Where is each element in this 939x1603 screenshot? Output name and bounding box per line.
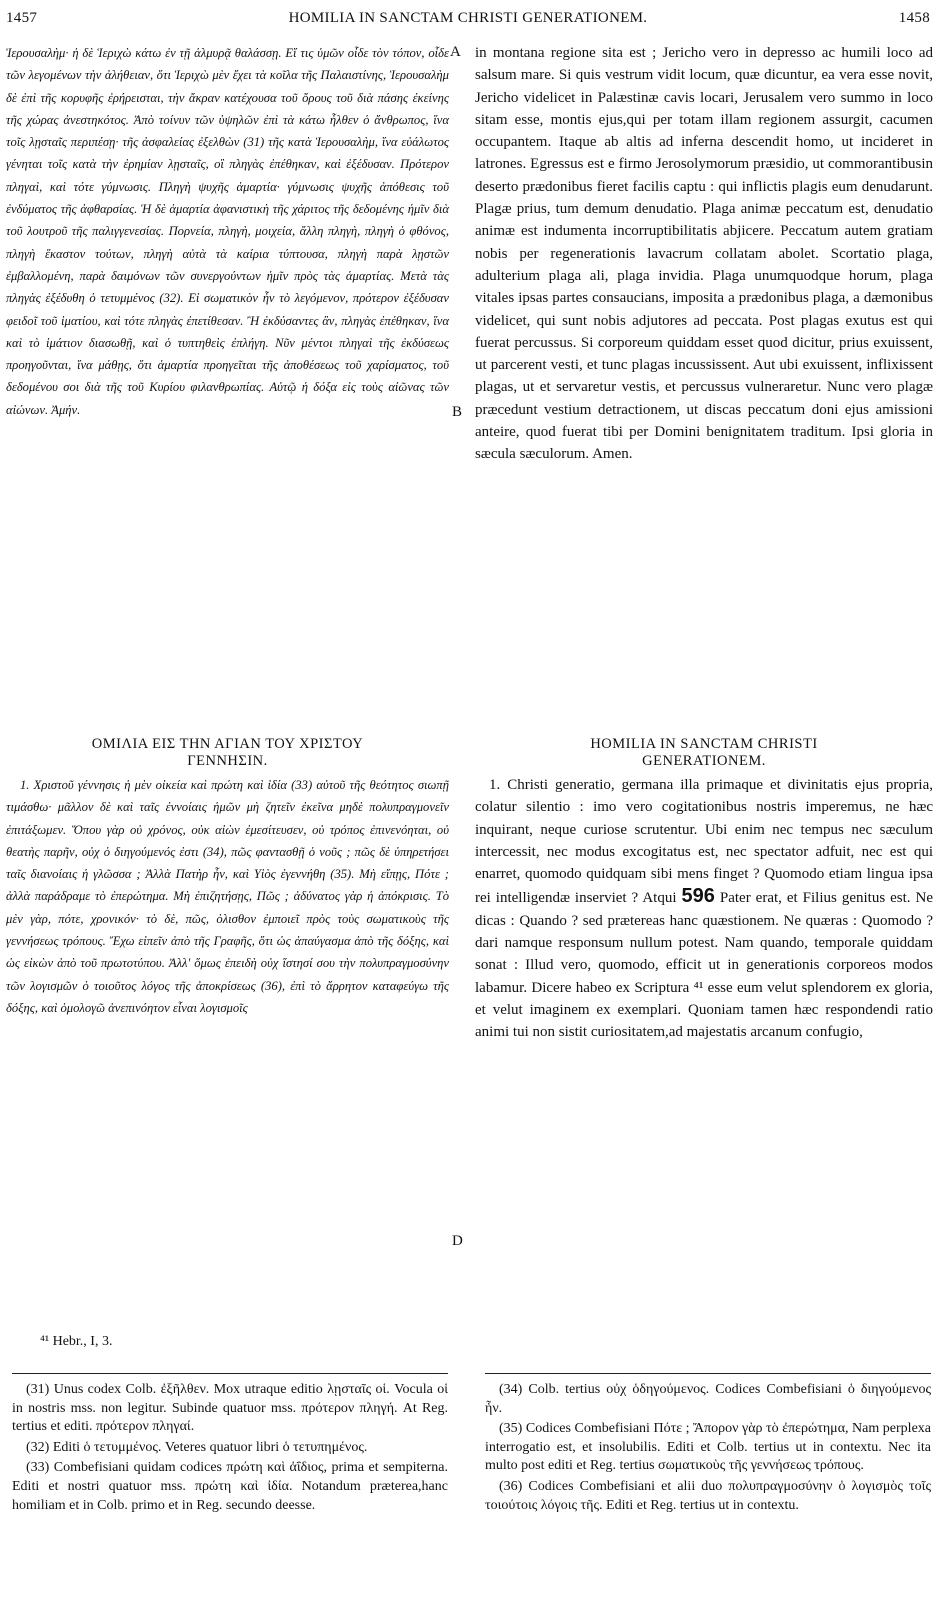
page-title: HOMILIA IN SANCTAM CHRISTI GENERATIONEM.: [288, 10, 648, 26]
page-number-left: 1457: [6, 10, 38, 26]
footnote: (35) Codices Combefisiani Πότε ; Ἄπορον γὰρ τὸ ἐπερώτημα, Nam perplexa interrogatio est, et insolubilis. Editi et Colb. tertius ut in contextu. Nec ita multo post editi et Reg. tertius σωματικοὺς τῆς γεννήσεως τρόπους.: [485, 1421, 931, 1474]
latin-paragraph: in montana regione sita est ; Jericho vero in depresso ac humili loco ad salsum mare. Si quis vestrum vidit locum, quæ dicuntur, ea vera esse novit, Jericho videlicet in Palæstinæ cavis locari, Jerusalem vero summo in loco sitam esse, montis ejus,qui per totam illam regionem assurgit, cacumen occupantem. Itaque ab altis ad inferna descendit homo, ut incideret in latrones. Egressus est e firmo Jerosolymorum præsidio, ut commorantibusin deserto prædonibus fieret facilis captu : qui inflictis plagis eum denudarunt. Plagæ prius, tum demum denudatio. Plaga animæ peccatum est, denudatio animæ est indumenta incorruptibilitatis abjicere. Peccatum autem gratiam nobis per regenerationis lavacrum collatam abolet. Scortatio plaga, adulterium plaga ali, plaga invidia. Plaga unumquodque horum, plaga vitales ipsas partes consaucians, imposita a prædonibus plaga, a dæmonibus videlicet, qui sunt nobis adjutores ad peccata. Post plagas exutus est qui fuerat percussus. Si corporeum quiddam esset quod dicitur, prius exuissent, ut parcerent vesti, et tunc plagas incussissent. Aut ubi exuissent, inflixissent plagas, ut et servaretur vestis, et percussus vulneraretur. Nunc vero plagæ præcedunt vestium detractionem, ut discas peccatum doni ejus amissioni anteire, quod fuerat tibi per Domini benignitatem traditum. Ipsi gloria in sæcula sæculorum. Amen.: [475, 45, 933, 463]
greek-homily-title: [6, 736, 449, 770]
latin-body-text-a: 1. Christi generatio, germana illa primaque et divinitatis ejus propria, colatur silentio : imo vero cogitationibus nostris imperemus, ne hæc inquirant, neque curiose scrutentur. Ubi enim nec tempus nec sæculum intercessit, nec modus excogitatus est, nec spectator adfuit, nec est qui enarret, quomodo quidquam sibi mens finget ? Quomodo etiam lingua ipsa rei intelligendæ inserviet ? Atqui: [475, 777, 933, 907]
greek-paragraph: Ἱερουσαλὴμ· ἡ δὲ Ἱεριχὼ κάτω ἐν τῇ ἁλμυρᾷ θαλάσσῃ. Εἴ τις ὑμῶν οἶδε τὸν τόπον, οἶδε τῶν λεγομένων τὴν ἀλήθειαν, ὅτι Ἱεριχὼ μὲν ἔχει τὰ κοῖλα τῆς Παλαιστίνης, Ἱερουσαλὴμ δὲ ἐπὶ τῆς κορυφῆς ἐρήρεισται, τὴν ἄκραν κατέχουσα τοῦ ὄρους τοῦ διὰ πάσης ἐκείνης τῆς χώρας ἀνεστηκότος. Ἀπὸ τοίνυν τῶν ὑψηλῶν ἐπὶ τὰ κάτω ἦλθεν ὁ ἄνθρωπος, ἵνα τοῖς λῃσταῖς περιπέσῃ· τῆς ἀσφαλείας ἐξελθὼν (31) τῆς κατὰ Ἱερουσαλὴμ, ἵνα εὐάλωτος γένηται τοῖς κατὰ τὴν ἐρημίαν λῃσταῖς, οἳ πληγὰς ἐπέθηκαν, καὶ ἐξέδυσαν. Πρότερον πληγαὶ, καὶ τότε γύμνωσις. Πληγὴ ψυχῆς ἁμαρτία· γύμνωσις ψυχῆς ἀπόθεσις τοῦ ἐνδύματος τῆς ἀφθαρσίας. Ἡ δὲ ἁμαρτία ἀφανιστικὴ τῆς χάριτος τῆς δεδομένης ἡμῖν διὰ τοῦ λουτροῦ τῆς παλιγγενεσίας. Πορνεία, πληγὴ, μοιχεία, ἄλλη πληγὴ, πληγὴ ὁ φθόνος, πληγὴ ἕκαστον τούτων, πληγὴ αὐτὰ τὰ καίρια τύπτουσα, πληγὴ παρὰ λῃστῶν ἐμβαλλομένη, παρὰ δαιμόνων τῶν συνεργούντων ἡμῖν πρὸς τὰς ἁμαρτίας. Μετὰ τὰς πληγὰς ἐξέδυθη ὁ τετυμμένος (32). Εἰ σωματικὸν ἦν τὸ λεγόμενον, πρότερον ἐξέδυσαν φειδοῖ τοῦ ἱματίου, καὶ τότε πληγὰς ἐπετίθεσαν. Ἢ ἐκδύσαντες ἂν, πληγὰς ἐπέθηκαν, ἵνα καὶ τὸ ἱμάτιον διασωθῇ, καὶ ὁ τυπτηθεὶς ἐπλήγη. Νῦν μέντοι πληγαὶ τῆς ἐκδύσεως προηγοῦνται, ἵνα μάθῃς, ὅτι ἁμαρτία προηγεῖται τῆς ἀποθέσεως τοῦ χαρίσματος, τοῦ δεδομένου σοι διὰ τῆς τοῦ Κυρίου φιλανθρωπίας. Αὐτῷ ἡ δόξα εἰς τοὺς αἰῶνας τῶν αἰώνων. Ἀμήν.: [6, 46, 449, 417]
footnote: (36) Codices Combefisiani et alii duo πολυπραγμοσύνην ὁ λογισμὸς τοῖς τοιούτοις λόγοις τῆς. Editi et Reg. tertius ut in contextu.: [485, 1478, 931, 1513]
notes-rule-right: [485, 1373, 931, 1374]
latin-body-text-b: Pater erat, et Filius genitus est. Ne dicas : Quando ? sed prætereas hanc quæstionem. Ne quæras : Quomodo ? dari namque responsum nullum potest. Nam quando, temporale quiddam sonat : Illud vero, quomodo, efficit ut in generationis corporeos modos labamur. Dicere habeo ex Scriptura ⁴¹ esse eum velut splendorem ex gloria, et velut imaginem ex exemplari. Quoniam tamen hæc respondendi ratio animi tui non sistit curiositatem,ad majestatis arcanum confugio,: [475, 890, 934, 1041]
page-number-right: 1458: [898, 10, 930, 26]
greek-title-line: ΓΕΝΝΗΣΙΝ.: [187, 753, 268, 769]
latin-column-body: [475, 774, 933, 1044]
latin-homily-paragraph: [475, 774, 933, 1044]
greek-column-body: [6, 774, 449, 1019]
footnote: (32) Editi ὁ τετυμμένος. Veteres quatuor libri ὁ τετυπημένος.: [26, 1439, 368, 1455]
latin-title-line: HOMILIA IN SANCTAM CHRISTI: [590, 736, 818, 752]
greek-column-top: [6, 42, 449, 421]
greek-homily-paragraph: 1. Χριστοῦ γέννησις ἡ μὲν οἰκεία καὶ πρώτη καὶ ἰδία (33) αὐτοῦ τῆς θεότητος σιωπῇ τιμάσθω· μᾶλλον δὲ καὶ ταῖς ἐννοίαις ἡμῶν μὴ ζητεῖν ἐκεῖνα μηδὲ πολυπραγμονεῖν ἐπιτάξωμεν. Ὅπου γὰρ οὐ χρόνος, οὐκ αἰὼν ἐμεσίτευσεν, οὐ τρόπος ἐπινενόηται, οὐ θεατὴς παρῆν, οὐχ ὁ διηγούμενός ἐστι (34), πῶς φαντασθῇ ὁ νοῦς ; πῶς δὲ ὑπηρετήσει ταῖς διανοίαις ἡ γλῶσσα ; Ἀλλὰ Πατὴρ ἦν, καὶ Υἱὸς ἐγεννήθη (35). Μὴ εἴπῃς, Πότε ; ἀλλὰ παράδραμε τὸ ἐπερώτημα. Μὴ ἐπιζητήσῃς, Πῶς ; ἀδύνατος γὰρ ἡ ἀπόκρισις. Τὸ μὲν γὰρ, πότε, χρονικόν· τὸ δὲ, πῶς, ὀλισθον ἐμποιεῖ πρὸς τοὺς σωματικοὺς τῆς γεννήσεως τρόπους. Ἔχω εἰπεῖν ἀπὸ τῆς Γραφῆς, ὅτι ὡς ἀπαύγασμα ἀπὸ τῆς δόξης, καὶ ὡς εἰκὼν ἀπὸ τοῦ πρωτοτύπου. Ἀλλ' ὅμως ἐπειδὴ οὐχ ἵστησί σου τὴν πολυπραγμοσύνην τῶν λογισμῶν ὁ τοιοῦτος λόγος τῆς ἀποκρίσεως (36), ἐπὶ τὸ ἄρρητον καταφεύγω τῆς δόξης, καὶ ὁμολογῶ ἀνεπινόητον εἶναι λογισμοῖς: [6, 778, 449, 1015]
running-header: [6, 10, 930, 32]
margin-marker-b: B: [452, 404, 463, 420]
scripture-footnote: ⁴¹ Hebr., I, 3.: [40, 1334, 113, 1349]
footnote: (34) Colb. tertius οὐχ ὁδηγούμενος. Codices Combefisiani ὁ διηγούμενος ἦν.: [485, 1382, 931, 1416]
greek-title-line: ΟΜΙΛΙΑ ΕΙΣ ΤΗΝ ΑΓΙΑΝ ΤΟΥ ΧΡΙΣΤΟΥ: [91, 736, 364, 752]
footnotes-left: [12, 1381, 448, 1517]
column-number: 596: [681, 885, 715, 908]
notes-rule-left: [12, 1373, 448, 1374]
margin-marker-a: A: [450, 44, 461, 60]
footnote: (33) Combefisiani quidam codices πρώτη καὶ ἀΐδιος, prima et sempiterna. Editi et nostri quatuor mss. πρώτη καὶ ἰδία. Notandum præterea,hanc homiliam et in Colb. primo et in Reg. secundo deesse.: [12, 1460, 448, 1513]
footnote: (31) Unus codex Colb. ἐξῆλθεν. Mox utraque editio λῃσταῖς οἱ. Vocula οἱ in nostris mss. non legitur. Subinde quatuor mss. πρότερον πληγή. At Reg. tertius et editi. πρότερον πληγαί.: [12, 1382, 448, 1435]
latin-homily-title: [475, 736, 933, 770]
latin-column-top: [475, 42, 933, 466]
footnotes-right: [485, 1381, 931, 1517]
latin-title-line: GENERATIONEM.: [642, 753, 766, 769]
margin-marker-d: D: [452, 1233, 463, 1249]
